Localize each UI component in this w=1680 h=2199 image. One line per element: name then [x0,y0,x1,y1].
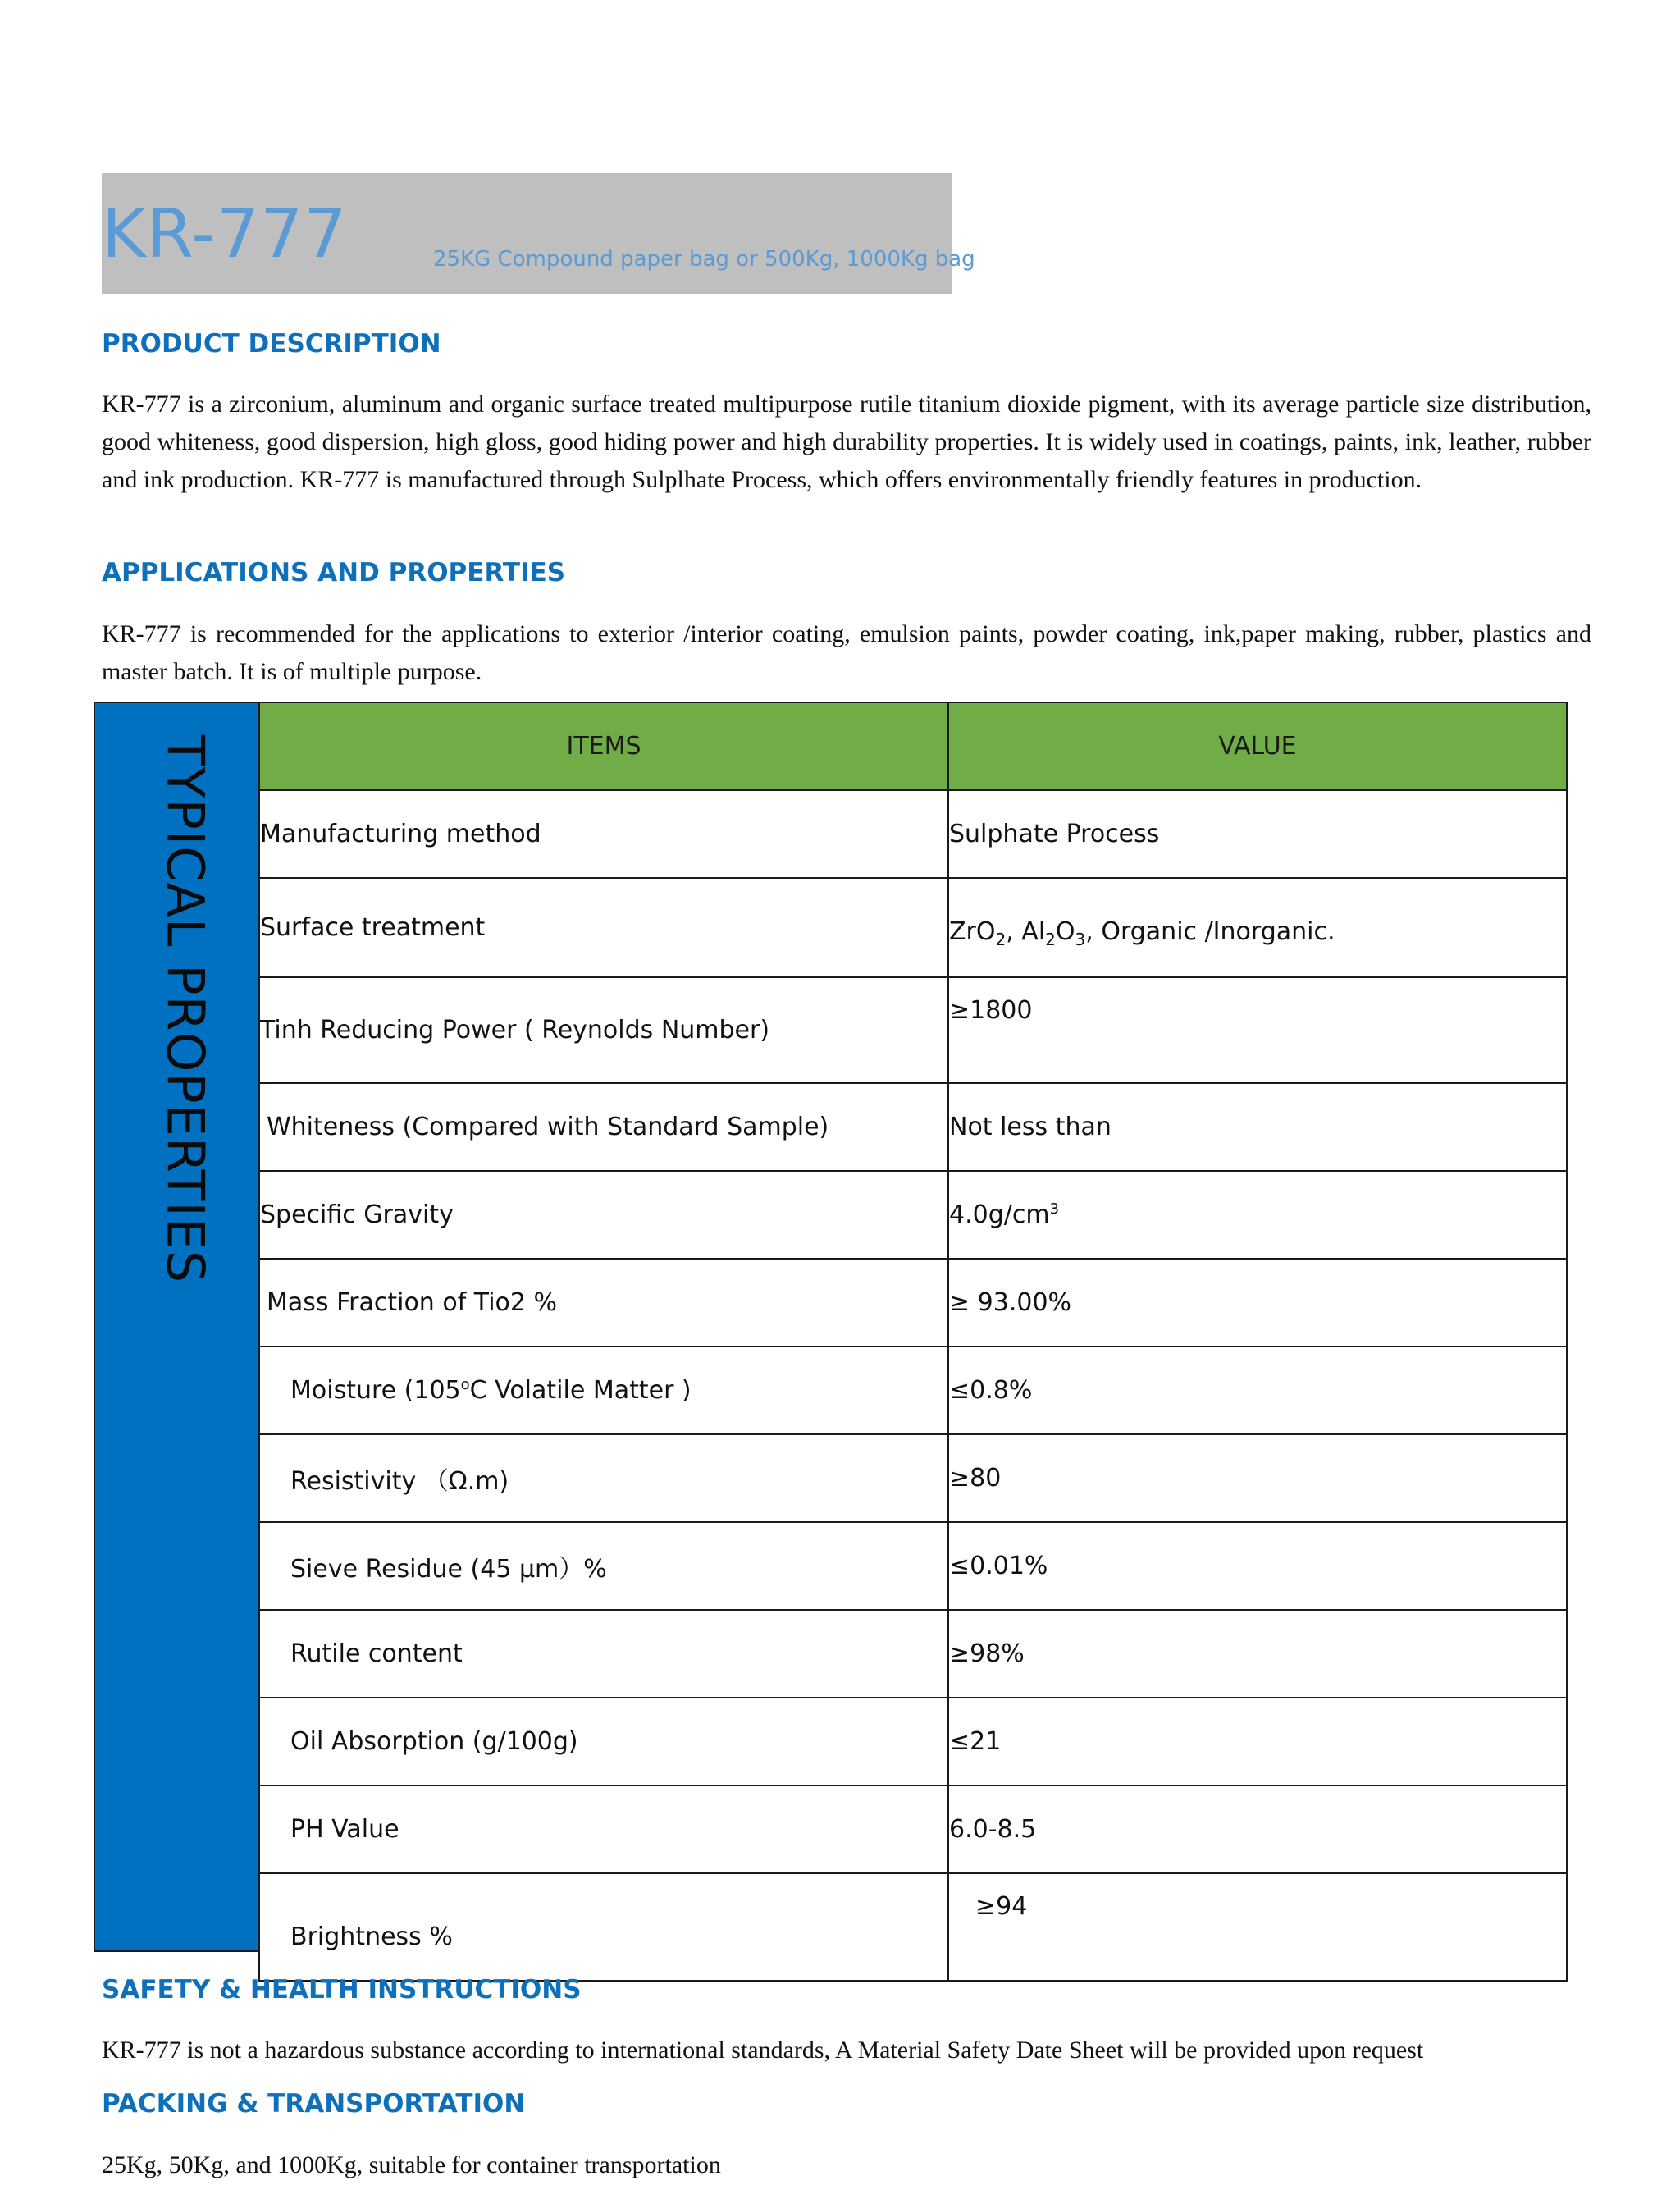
table-header-row [259,702,1567,790]
safety-heading: SAFETY & HEALTH INSTRUCTIONS [102,1975,582,2005]
typical-properties-table [258,702,1568,1982]
table-row [259,1610,1567,1698]
item-cell: PH Value [259,1785,948,1873]
value-cell: ≥1800 [948,977,1567,1083]
table-row [259,1083,1567,1171]
safety-text: KR-777 is not a hazardous substance according to international standards, A Material Safety Date Sheet will be provided upon request [102,2037,1424,2064]
header-items: ITEMS [259,702,948,790]
product-code: KR-777 [102,195,348,273]
table-row [259,1171,1567,1259]
value-cell: ≥ 93.00% [948,1259,1567,1346]
table-row [259,1259,1567,1346]
value-cell: ≤0.8% [948,1346,1567,1434]
packaging-summary: 25KG Compound paper bag or 500Kg, 1000Kg bag [433,247,975,272]
item-cell: Moisture (105$^o$C Volatile Matter ) [259,1346,948,1434]
applications-text: KR-777 is recommended for the applications to exterior /interior coating, emulsion paints, powder coating, ink,paper making, rubber, plastics and master batch. It is of multiple purpose. [102,620,1591,685]
table-row [259,977,1567,1083]
product-description-text: KR-777 is a zirconium, aluminum and organic surface treated multipurpose rutile titanium dioxide pigment, with its average particle size distribution, good whiteness, good dispersion, high gloss, good hiding power and high durability properties. It is widely used in coatings, paints, ink, leather, rubber and ink production. KR-777 is manufactured through Sulplhate Process, which offers environmentally friendly features in production. [102,391,1591,493]
table-row [259,1785,1567,1873]
value-cell: ≥98% [948,1610,1567,1698]
item-cell: Specific Gravity [259,1171,948,1259]
value-cell: Sulphate Process [948,790,1567,878]
product-banner [102,173,975,294]
table-row [259,1346,1567,1434]
value-cell: ≤21 [948,1698,1567,1785]
item-cell: Oil Absorption (g/100g) [259,1698,948,1785]
item-cell: Surface treatment [259,878,948,977]
item-cell: Tinh Reducing Power ( Reynolds Number) [259,977,948,1083]
table-row [259,878,1567,977]
table-row [259,1434,1567,1522]
table-row [259,1873,1567,1981]
value-cell: ≥80 [948,1434,1567,1522]
table-row [259,790,1567,878]
item-cell: Rutile content [259,1610,948,1698]
value-cell: ≥94 [948,1873,1567,1981]
item-cell: Mass Fraction of Tio2 % [259,1259,948,1346]
value-cell: 6.0-8.5 [948,1785,1567,1873]
table-row [259,1698,1567,1785]
applications-heading: APPLICATIONS AND PROPERTIES [102,558,566,587]
item-cell: Brightness % [259,1873,948,1981]
header-value: VALUE [948,702,1567,790]
product-description-heading: PRODUCT DESCRIPTION [102,329,441,359]
item-cell: Resistivity （Ω.m) [259,1434,948,1522]
item-cell: Whiteness (Compared with Standard Sample) [259,1083,948,1171]
value-cell: $4.0g/cm^3$ [948,1171,1567,1259]
packing-heading: PACKING & TRANSPORTATION [102,2089,526,2119]
value-cell: ≤0.01% [948,1522,1567,1610]
table-row [259,1522,1567,1610]
value-cell: Not less than [948,1083,1567,1171]
item-cell: Manufacturing method [259,790,948,878]
packing-text: 25Kg, 50Kg, and 1000Kg, suitable for container transportation [102,2151,721,2178]
value-cell: ZrO$_2$, $Al_2O_3$, Organic /Inorganic. [948,878,1567,977]
typical-properties-label: TYPICAL PROPERTIES [155,734,216,1284]
item-cell: Sieve Residue (45 μm）% [259,1522,948,1610]
